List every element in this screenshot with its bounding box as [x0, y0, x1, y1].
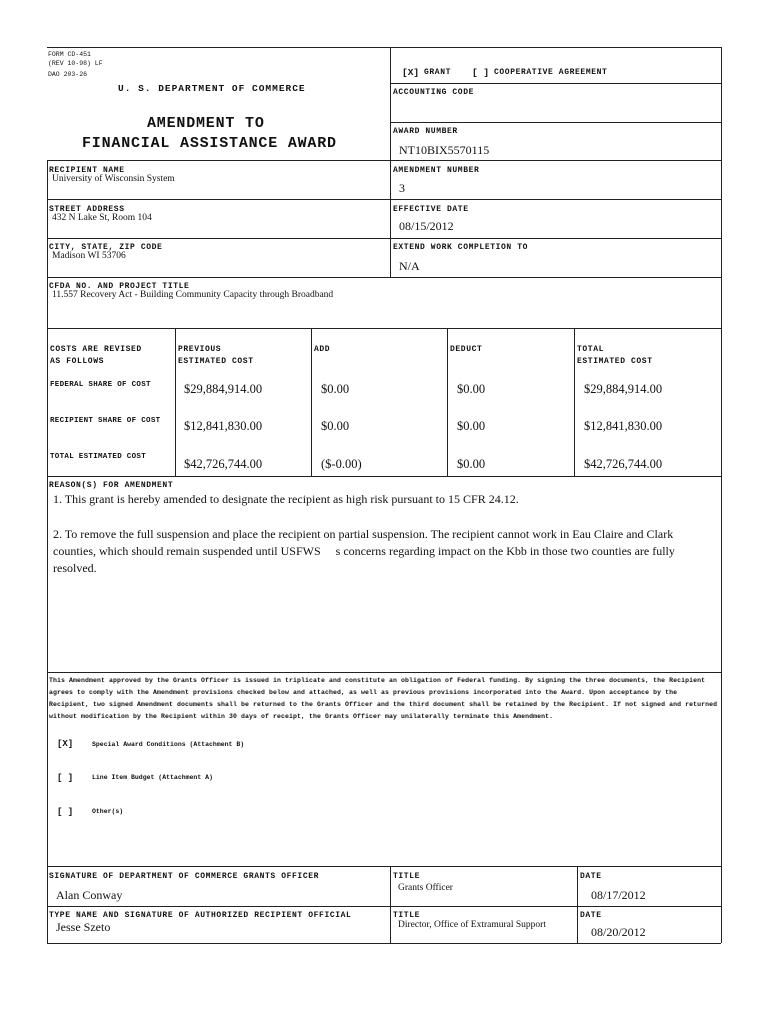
recipient-signature-label: TYPE NAME AND SIGNATURE OF AUTHORIZED RECIPIENT OFFICIAL: [49, 911, 352, 920]
accounting-code-label: ACCOUNTING CODE: [393, 88, 475, 97]
cost-header-col1-line1: COSTS ARE REVISED: [50, 345, 142, 354]
cost-header-previous-line1: PREVIOUS: [178, 345, 222, 354]
page-title: AMENDMENT TO: [147, 115, 265, 132]
award-number-value: NT10BIX5570115: [399, 143, 490, 157]
special-conditions-checkbox[interactable]: [X]: [57, 739, 74, 749]
reasons-label: REASON(S) FOR AMENDMENT: [49, 481, 174, 490]
recipient-title: Director, Office of Extramural Support: [398, 920, 546, 930]
form-revision: (REV 10-98) LF: [48, 60, 103, 67]
cost-deduct: $0.00: [457, 457, 486, 471]
cost-add: $0.00: [321, 382, 350, 396]
others-checkbox[interactable]: [ ]: [57, 807, 74, 817]
cost-deduct: $0.00: [457, 382, 486, 396]
special-conditions-label: Special Award Conditions (Attachment B): [92, 741, 245, 748]
amendment-number-value: 3: [399, 181, 405, 195]
cost-previous: $42,726,744.00: [184, 457, 263, 471]
form-dao: DAO 203-26: [48, 71, 88, 78]
recipient-official-name: Jesse Szeto: [56, 920, 111, 934]
amendment-number-label: AMENDMENT NUMBER: [393, 166, 480, 175]
officer-date: 08/17/2012: [591, 888, 646, 902]
cost-total: $42,726,744.00: [584, 457, 663, 471]
cost-previous: $12,841,830.00: [184, 419, 263, 433]
award-number-label: AWARD NUMBER: [393, 127, 458, 136]
cost-deduct: $0.00: [457, 419, 486, 433]
cost-row-label: RECIPIENT SHARE OF COST: [50, 417, 161, 425]
reason-item-1: 1. This grant is hereby amended to designate the recipient as high risk pursuant to 15 CFR 24.12.: [53, 492, 519, 506]
line-item-budget-checkbox[interactable]: [ ]: [57, 773, 74, 783]
officer-signature-label: SIGNATURE OF DEPARTMENT OF COMMERCE GRANTS OFFICER: [49, 872, 320, 881]
reason-item-2: 2. To remove the full suspension and place the recipient on partial suspension. The recipient cannot work in Eau Claire and Clark counties, which should remain suspended until USFWS s concerns regarding impact on the Kbb in those two counties are fully resolved.: [53, 527, 675, 575]
recipient-name-label: RECIPIENT NAME: [49, 166, 125, 175]
city-state-zip-value: Madison WI 53706: [52, 251, 126, 261]
cost-total: $29,884,914.00: [584, 382, 663, 396]
grant-label: GRANT: [424, 68, 452, 77]
cost-header-add: ADD: [314, 345, 331, 354]
others-label: Other(s): [92, 808, 124, 815]
effective-date-value: 08/15/2012: [399, 219, 454, 233]
cost-add: $0.00: [321, 419, 350, 433]
cost-previous: $29,884,914.00: [184, 382, 263, 396]
effective-date-label: EFFECTIVE DATE: [393, 205, 469, 214]
extend-completion-value: N/A: [399, 259, 420, 273]
cost-header-total-line2: ESTIMATED COST: [577, 357, 653, 366]
officer-name: Alan Conway: [56, 888, 123, 902]
approval-statement: This Amendment approved by the Grants Officer is issued in triplicate and constitute an obligation of Federal funding. By signing the three documents, the Recipient agrees to comply with the Amendment provisions checked below and attached, as well as previous provisions incorporated into the Award. Upon acceptance by the Recipient, two signed Amendment documents shall be returned to the Grants Officer and the third document shall be retained by the Recipient. If not signed and returned without modification by the Recipient within 30 days of receipt, the Grants Officer may unilaterally terminate this Amendment.: [49, 677, 718, 720]
grant-checkbox[interactable]: [X]: [402, 67, 420, 78]
cost-header-deduct: DEDUCT: [450, 345, 483, 354]
cost-row-label: FEDERAL SHARE OF COST: [50, 381, 151, 389]
cost-header-col1-line2: AS FOLLOWS: [50, 357, 105, 366]
coop-agreement-label: COOPERATIVE AGREEMENT: [494, 68, 608, 77]
recipient-date-label: DATE: [580, 911, 602, 920]
coop-agreement-checkbox[interactable]: [ ]: [472, 67, 490, 78]
cost-header-total-line1: TOTAL: [577, 345, 605, 354]
cost-total: $12,841,830.00: [584, 419, 663, 433]
line-item-budget-label: Line Item Budget (Attachment A): [92, 774, 213, 781]
cost-row-label: TOTAL ESTIMATED COST: [50, 453, 147, 461]
recipient-title-label: TITLE: [393, 911, 421, 920]
officer-date-label: DATE: [580, 872, 602, 881]
cfda-value: 11.557 Recovery Act - Building Community Capacity through Broadband: [52, 290, 334, 300]
cost-add: ($-0.00): [321, 457, 362, 471]
street-address-label: STREET ADDRESS: [49, 205, 125, 214]
recipient-name-value: University of Wisconsin System: [52, 174, 175, 184]
cfda-label: CFDA NO. AND PROJECT TITLE: [49, 282, 190, 291]
street-address-value: 432 N Lake St, Room 104: [52, 213, 152, 223]
cost-header-previous-line2: ESTIMATED COST: [178, 357, 254, 366]
recipient-date: 08/20/2012: [591, 925, 646, 939]
department-name: U. S. DEPARTMENT OF COMMERCE: [118, 83, 306, 94]
officer-title-label: TITLE: [393, 872, 421, 881]
page-subtitle: FINANCIAL ASSISTANCE AWARD: [82, 135, 337, 152]
city-state-zip-label: CITY, STATE, ZIP CODE: [49, 243, 163, 252]
form-number: FORM CD-451: [48, 51, 91, 58]
officer-title: Grants Officer: [398, 883, 453, 893]
extend-completion-label: EXTEND WORK COMPLETION TO: [393, 243, 529, 252]
